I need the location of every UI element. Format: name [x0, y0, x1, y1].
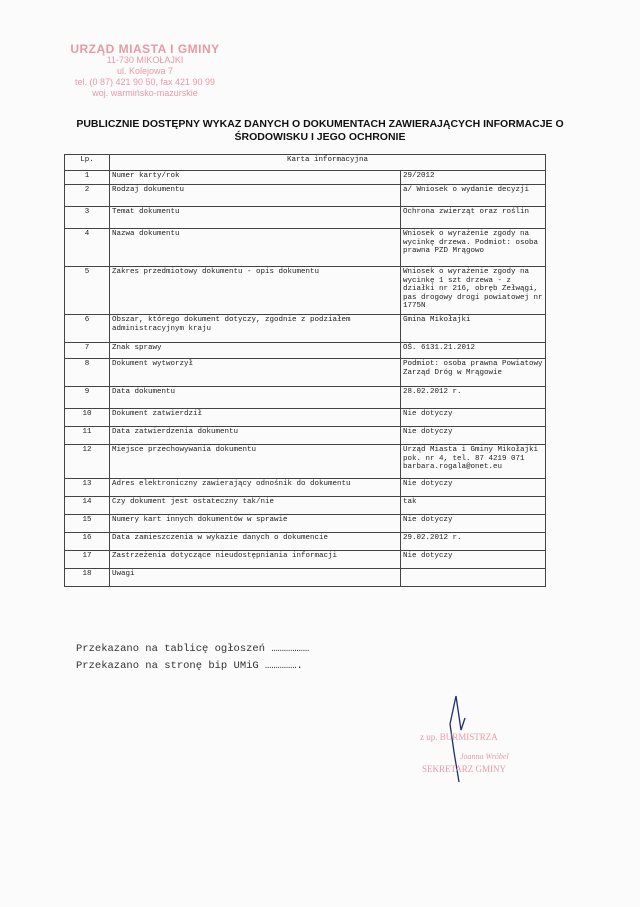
stamp-line: woj. warmińsko-mazurskie	[92, 88, 198, 98]
row-label: Dokument zatwierdził	[110, 409, 401, 427]
row-lp: 17	[65, 551, 110, 569]
row-lp: 18	[65, 569, 110, 587]
signature-line: z up. BURMISTRZA	[420, 732, 498, 742]
row-label: Temat dokumentu	[110, 207, 401, 229]
row-value: Nie dotyczy	[401, 427, 546, 445]
row-label: Dokument wytworzył	[110, 359, 401, 387]
table-row	[65, 427, 546, 445]
row-label: Miejsce przechowywania dokumentu	[110, 445, 401, 479]
row-lp: 8	[65, 359, 110, 387]
row-label: Nazwa dokumentu	[110, 229, 401, 267]
document-title	[40, 118, 600, 144]
row-label: Data dokumentu	[110, 387, 401, 409]
row-value: Nie dotyczy	[401, 551, 546, 569]
row-label: Numer karty/rok	[110, 171, 401, 185]
row-lp: 2	[65, 185, 110, 207]
row-lp: 9	[65, 387, 110, 409]
title-line: ŚRODOWISKU I JEGO OCHRONIE	[234, 131, 406, 143]
row-value: Gmina Mikołajki	[401, 315, 546, 343]
table-row	[65, 343, 546, 359]
row-label: Data zamieszczenia w wykazie danych o dokumencie	[110, 533, 401, 551]
row-lp: 10	[65, 409, 110, 427]
signature-block	[420, 690, 560, 780]
row-label: Rodzaj dokumentu	[110, 185, 401, 207]
table-row	[65, 315, 546, 343]
table-row	[65, 267, 546, 315]
office-stamp	[40, 44, 250, 99]
row-value: Podmiot: osoba prawna Powiatowy Zarząd Dróg w Mrągowie	[401, 359, 546, 387]
table-row	[65, 185, 546, 207]
row-lp: 6	[65, 315, 110, 343]
table-row	[65, 409, 546, 427]
stamp-line: 11-730 MIKOŁAJKI	[106, 55, 184, 65]
information-card-table	[64, 154, 546, 587]
table-row	[65, 515, 546, 533]
row-lp: 7	[65, 343, 110, 359]
table-header-row	[65, 155, 546, 171]
row-lp: 5	[65, 267, 110, 315]
stamp-line: tel. (0 87) 421 90 50, fax 421 90 99	[74, 77, 216, 87]
row-label: Adres elektroniczny zawierający odnośnik do dokumentu	[110, 479, 401, 497]
row-value	[401, 569, 546, 587]
row-label: Znak sprawy	[110, 343, 401, 359]
row-lp: 1	[65, 171, 110, 185]
table-row	[65, 359, 546, 387]
row-lp: 13	[65, 479, 110, 497]
table-row	[65, 479, 546, 497]
row-value: Nie dotyczy	[401, 515, 546, 533]
table-row	[65, 533, 546, 551]
row-value: 29/2012	[401, 171, 546, 185]
note-board: Przekazano na tablicę ogłoszeń ………………	[76, 643, 310, 655]
row-label: Uwagi	[110, 569, 401, 587]
signature-line: Joanna Wróbel	[460, 752, 509, 761]
table-row	[65, 569, 546, 587]
row-value: Wniosek o wyrażenie zgody na wycinkę drzewa. Podmiot: osoba prawna PZD Mrągowo	[401, 229, 546, 267]
row-lp: 16	[65, 533, 110, 551]
row-lp: 11	[65, 427, 110, 445]
table-row	[65, 229, 546, 267]
header-lp: Lp.	[65, 155, 110, 171]
table-row	[65, 207, 546, 229]
title-line: PUBLICZNIE DOSTĘPNY WYKAZ DANYCH O DOKUMENTACH ZAWIERAJĄCYCH INFORMACJE O	[76, 118, 564, 130]
row-value: tak	[401, 497, 546, 515]
row-value: Ochrona zwierząt oraz roślin	[401, 207, 546, 229]
row-lp: 12	[65, 445, 110, 479]
row-lp: 3	[65, 207, 110, 229]
header-card: Karta informacyjna	[110, 155, 546, 171]
row-value: Nie dotyczy	[401, 409, 546, 427]
row-value: 28.02.2012 r.	[401, 387, 546, 409]
row-lp: 15	[65, 515, 110, 533]
row-value: 29.02.2012 r.	[401, 533, 546, 551]
table-row	[65, 497, 546, 515]
row-value: Urząd Miasta i Gminy Mikołajki pok. nr 4, tel. 87 4219 071 barbara.rogala@onet.eu	[401, 445, 546, 479]
table-row	[65, 445, 546, 479]
row-value: OŚ. 6131.21.2012	[401, 343, 546, 359]
row-label: Obszar, którego dokument dotyczy, zgodnie z podziałem administracyjnym kraju	[110, 315, 401, 343]
row-label: Zakres przedmiotowy dokumentu - opis dokumentu	[110, 267, 401, 315]
table-row	[65, 171, 546, 185]
stamp-line: ul. Kolejowa 7	[116, 66, 174, 76]
note-bip: Przekazano na stronę bip UMiG …………….	[76, 660, 303, 672]
row-lp: 4	[65, 229, 110, 267]
row-label: Zastrzeżenia dotyczące nieudostępniania informacji	[110, 551, 401, 569]
table-row	[65, 387, 546, 409]
row-value: Nie dotyczy	[401, 479, 546, 497]
row-label: Data zatwierdzenia dokumentu	[110, 427, 401, 445]
row-lp: 14	[65, 497, 110, 515]
row-value: a/ Wniosek o wydanie decyzji	[401, 185, 546, 207]
row-label: Czy dokument jest ostateczny tak/nie	[110, 497, 401, 515]
table-row	[65, 551, 546, 569]
signature-line: SEKRETARZ GMINY	[422, 764, 507, 774]
row-label: Numery kart innych dokumentów w sprawie	[110, 515, 401, 533]
row-value: Wniosek o wyrażenie zgody na wycinkę 1 szt drzewa - z działki nr 216, obręb Zełwągi, pas drogowy drogi powiatowej nr 1775N	[401, 267, 546, 315]
stamp-line: URZĄD MIASTA I GMINY	[70, 42, 220, 56]
